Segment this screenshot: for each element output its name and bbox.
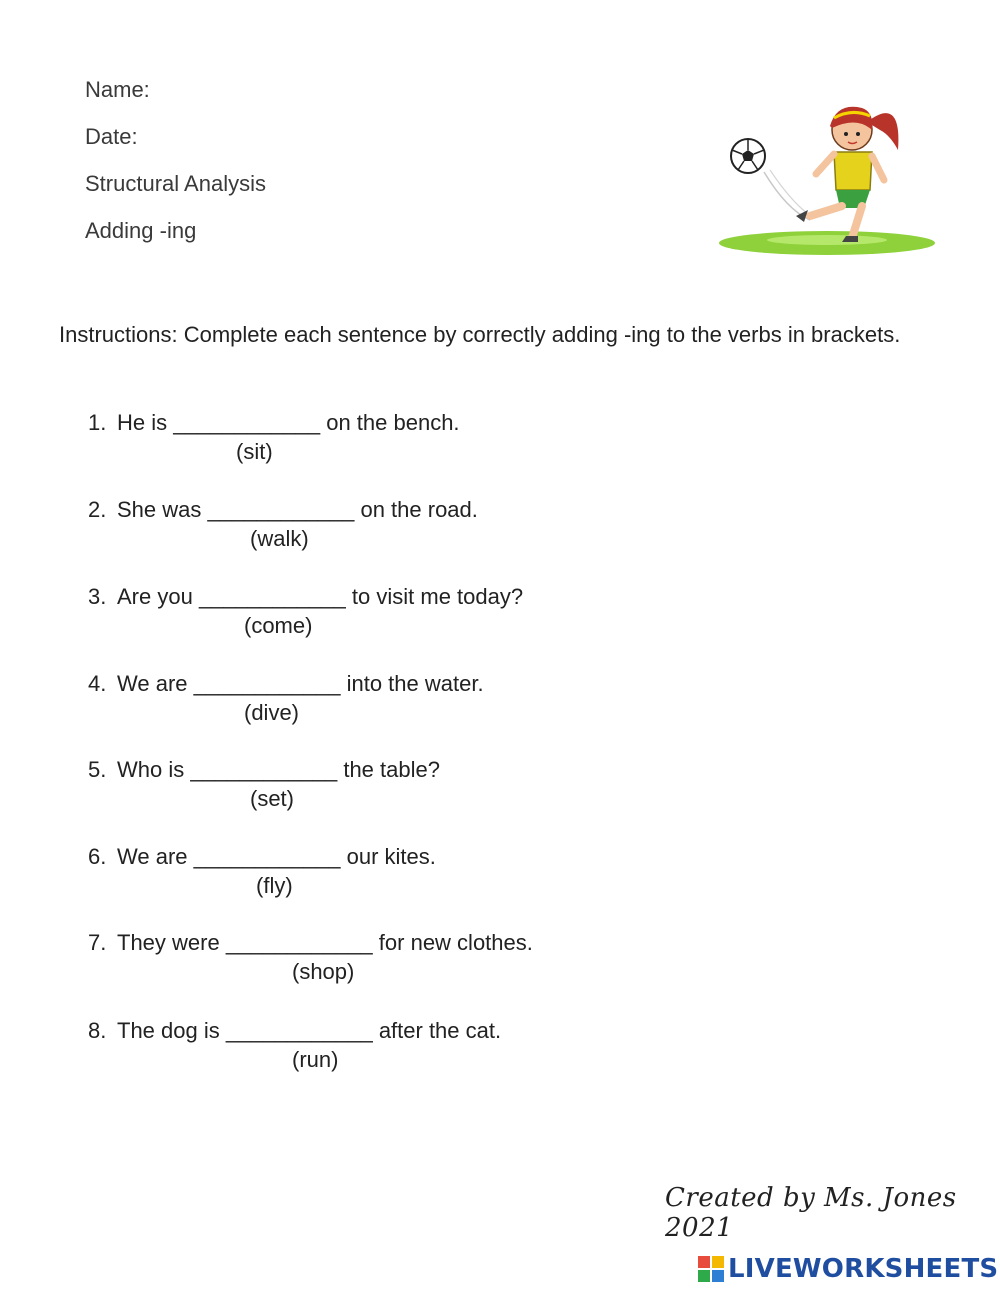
question-number: 3.: [88, 584, 107, 609]
brand-name: LIVEWORKSHEETS: [728, 1254, 999, 1284]
question-text-after: after the cat.: [378, 1018, 502, 1043]
answer-blank[interactable]: ____________: [198, 584, 346, 609]
question-2: [88, 497, 478, 523]
grass-highlight: [767, 235, 887, 245]
verb-hint: (walk): [250, 526, 309, 551]
question-text-before: Who is: [117, 757, 185, 782]
name-label: Name:: [85, 77, 150, 102]
verb-hint: (come): [244, 613, 313, 638]
verb-hint: (dive): [244, 700, 300, 725]
question-number: 4.: [88, 671, 107, 696]
instructions-text: Instructions: Complete each sentence by correctly adding -ing to the verbs in brackets.: [59, 322, 901, 347]
verb-hint: (run): [292, 1047, 339, 1072]
answer-blank[interactable]: ____________: [193, 671, 341, 696]
question-number: 8.: [88, 1018, 107, 1043]
question-8: [88, 1018, 501, 1044]
soccer-ball: [731, 139, 765, 173]
question-text-before: Are you: [117, 584, 193, 609]
liveworksheets-logo[interactable]: [698, 1254, 998, 1284]
question-4: [88, 671, 484, 697]
verb-hint: (set): [250, 786, 294, 811]
question-number: 5.: [88, 757, 107, 782]
verb-hint: (shop): [292, 959, 355, 984]
question-number: 1.: [88, 410, 107, 435]
question-7: [88, 930, 533, 956]
topic-label: Adding -ing: [85, 218, 197, 243]
subject-label: Structural Analysis: [85, 171, 266, 196]
question-text-after: to visit me today?: [351, 584, 524, 609]
answer-blank[interactable]: ____________: [225, 930, 373, 955]
question-text-before: We are: [117, 844, 188, 869]
answer-blank[interactable]: ____________: [225, 1018, 373, 1043]
question-number: 6.: [88, 844, 107, 869]
question-5: [88, 757, 440, 783]
signature: Created by Ms. Jones 2021: [665, 1183, 957, 1243]
question-text-after: our kites.: [346, 844, 436, 869]
answer-blank[interactable]: ____________: [207, 497, 355, 522]
question-text-before: We are: [117, 671, 188, 696]
question-3: [88, 584, 523, 610]
logo-square-red: [698, 1256, 710, 1268]
logo-square-yellow: [712, 1256, 724, 1268]
question-1: [88, 410, 460, 436]
logo-square-green: [698, 1270, 710, 1282]
girl-kicking-soccer-ball-icon: [712, 90, 937, 265]
answer-blank[interactable]: ____________: [193, 844, 341, 869]
question-text-before: She was: [117, 497, 202, 522]
question-text-after: for new clothes.: [378, 930, 533, 955]
verb-hint: (fly): [256, 873, 293, 898]
liveworksheets-icon: [698, 1256, 724, 1282]
logo-square-blue: [712, 1270, 724, 1282]
date-label: Date:: [85, 124, 138, 149]
answer-blank[interactable]: ____________: [173, 410, 321, 435]
question-number: 7.: [88, 930, 107, 955]
question-text-before: The dog is: [117, 1018, 220, 1043]
question-text-before: He is: [117, 410, 168, 435]
question-number: 2.: [88, 497, 107, 522]
question-text-after: into the water.: [346, 671, 484, 696]
answer-blank[interactable]: ____________: [190, 757, 338, 782]
question-text-after: on the bench.: [326, 410, 460, 435]
question-6: [88, 844, 436, 870]
question-text-after: the table?: [343, 757, 440, 782]
verb-hint: (sit): [236, 439, 273, 464]
question-text-after: on the road.: [360, 497, 478, 522]
question-text-before: They were: [117, 930, 220, 955]
